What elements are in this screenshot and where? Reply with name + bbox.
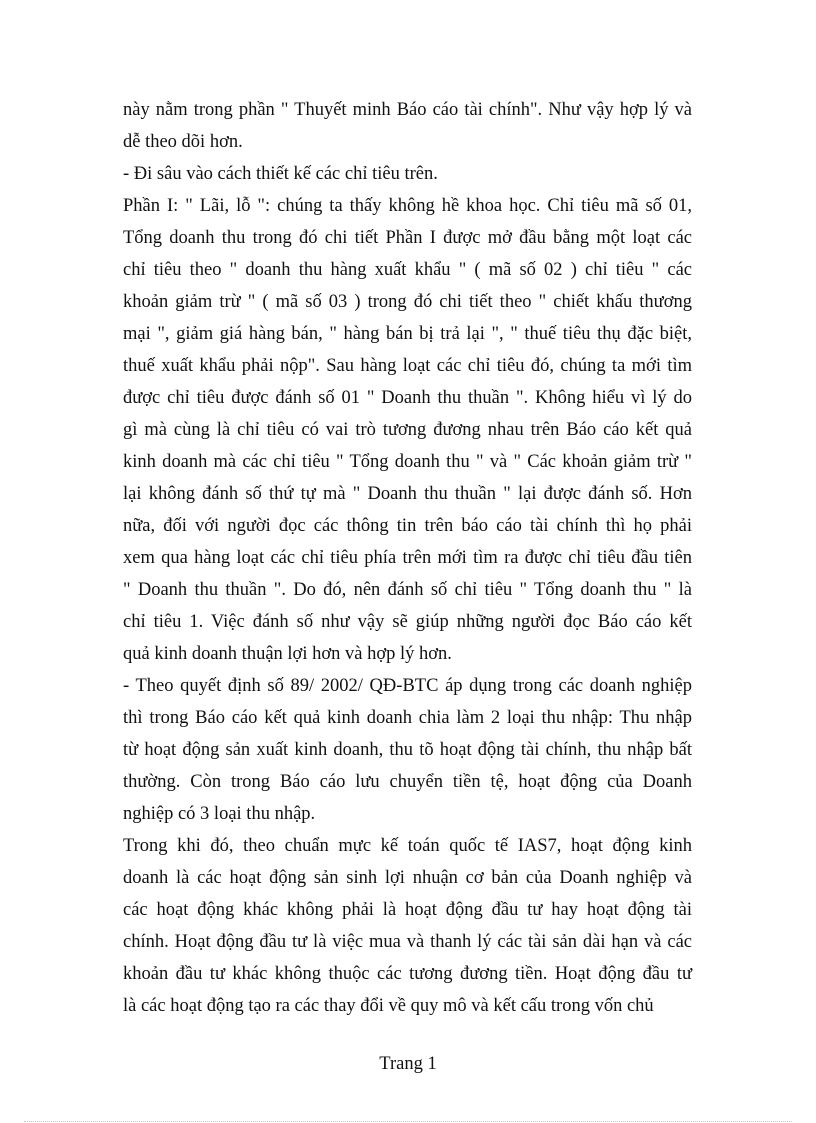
text-line: " Doanh thu thuần ". Do đó, nên đánh số chỉ tiêu " Tổng doanh thu " là xyxy=(123,580,692,600)
text-line: từ hoạt động sản xuất kinh doanh, thu tõ hoạt động tài chính, thu nhập bất xyxy=(123,740,692,760)
body-text xyxy=(123,94,692,1022)
text-line: - Theo quyết định số 89/ 2002/ QĐ-BTC áp dụng trong các doanh nghiệp xyxy=(123,676,692,696)
text-line: Trong khi đó, theo chuẩn mực kế toán quốc tế IAS7, hoạt động kinh xyxy=(123,836,692,856)
text-line: là các hoạt động tạo ra các thay đổi về quy mô và kết cấu trong vốn chủ xyxy=(123,996,654,1016)
text-line: này nằm trong phần " Thuyết minh Báo cáo tài chính". Như vậy hợp lý và xyxy=(123,100,692,120)
text-line: nữa, đối với người đọc các thông tin trên báo cáo tài chính thì họ phải xyxy=(123,516,692,536)
page-footer: Trang 1 xyxy=(379,1054,437,1074)
text-line: được chỉ tiêu được đánh số 01 " Doanh thu thuần ". Không hiểu vì lý do xyxy=(123,388,692,408)
text-line: thì trong Báo cáo kết quả kinh doanh chia làm 2 loại thu nhập: Thu nhập xyxy=(123,708,692,728)
text-line: lại không đánh số thứ tự mà " Doanh thu thuần " lại được đánh số. Hơn xyxy=(123,484,692,504)
text-line: doanh là các hoạt động sản sinh lợi nhuận cơ bản của Doanh nghiệp và xyxy=(123,868,692,888)
text-line: chính. Hoạt động đầu tư là việc mua và thanh lý các tài sản dài hạn và các xyxy=(123,932,692,952)
text-line: gì mà cùng là chỉ tiêu có vai trò tương đương nhau trên Báo cáo kết quả xyxy=(123,420,692,440)
text-line: - Đi sâu vào cách thiết kế các chỉ tiêu trên. xyxy=(123,164,438,184)
text-line: chỉ tiêu theo " doanh thu hàng xuất khẩu " ( mã số 02 ) chỉ tiêu " các xyxy=(123,260,692,280)
text-line: Tổng doanh thu trong đó chi tiết Phần I được mở đầu bằng một loạt các xyxy=(123,228,692,248)
text-line: Phần I: " Lãi, lỗ ": chúng ta thấy không hề khoa học. Chỉ tiêu mã số 01, xyxy=(123,196,692,216)
text-line: quả kinh doanh thuận lợi hơn và hợp lý hơn. xyxy=(123,644,452,664)
text-line: thường. Còn trong Báo cáo lưu chuyển tiền tệ, hoạt động của Doanh xyxy=(123,772,692,792)
text-line: thuế xuất khẩu phải nộp". Sau hàng loạt các chỉ tiêu đó, chúng ta mới tìm xyxy=(123,356,692,376)
text-line: dễ theo dõi hơn. xyxy=(123,132,243,152)
text-line: kinh doanh mà các chỉ tiêu " Tổng doanh thu " và " Các khoản giảm trừ " xyxy=(123,452,692,472)
page-edge-divider xyxy=(24,1121,792,1122)
text-line: xem qua hàng loạt các chỉ tiêu phía trên mới tìm ra được chỉ tiêu đầu tiên xyxy=(123,548,692,568)
text-line: khoản đầu tư khác không thuộc các tương đương tiền. Hoạt động đầu tư xyxy=(123,964,692,984)
text-line: khoản giảm trừ " ( mã số 03 ) trong đó chi tiết theo " chiết khấu thương xyxy=(123,292,692,312)
text-line: các hoạt động khác không phải là hoạt động đầu tư hay hoạt động tài xyxy=(123,900,692,920)
text-line: chỉ tiêu 1. Việc đánh số như vậy sẽ giúp những người đọc Báo cáo kết xyxy=(123,612,692,632)
text-line: mại ", giảm giá hàng bán, " hàng bán bị trả lại ", " thuế tiêu thụ đặc biệt, xyxy=(123,324,692,344)
text-line: nghiệp có 3 loại thu nhập. xyxy=(123,804,316,824)
